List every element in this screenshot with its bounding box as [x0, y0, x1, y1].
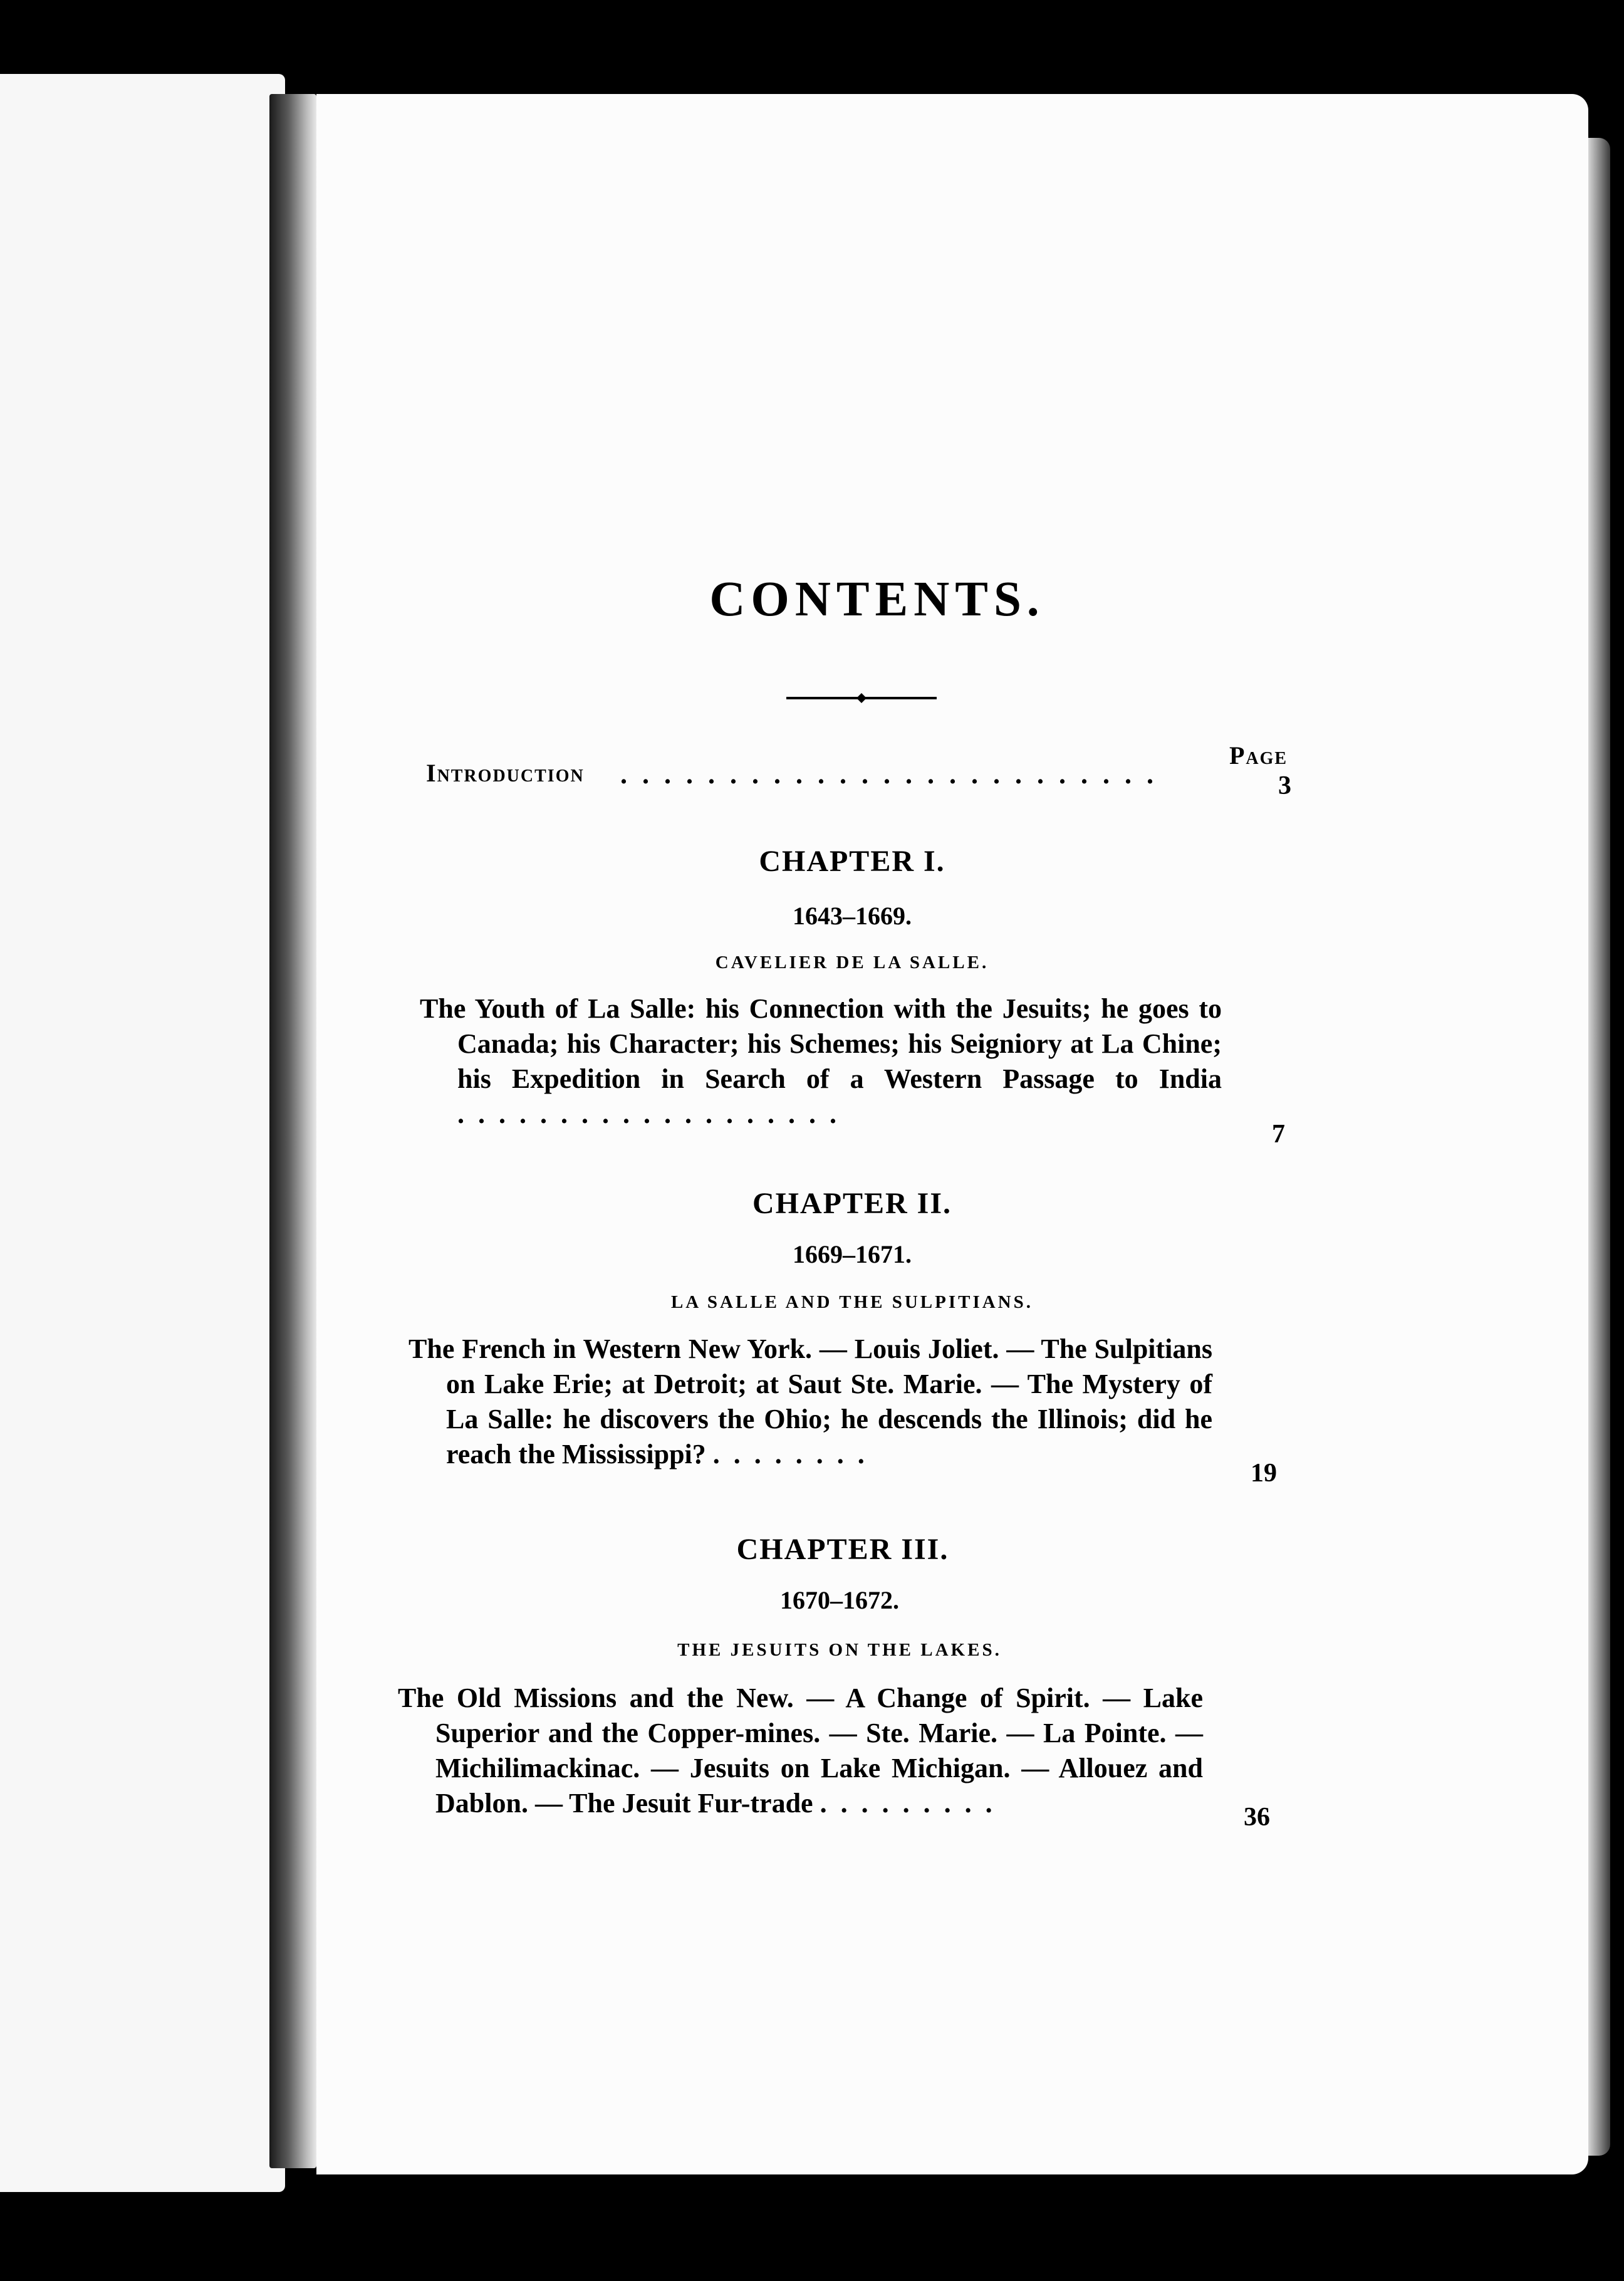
chapter-heading: CHAPTER III. [736, 1533, 949, 1566]
chapter-summary [409, 1332, 1212, 1472]
page-title: CONTENTS. [709, 572, 1045, 627]
chapter-heading: CHAPTER I. [759, 845, 945, 878]
ornament-divider [786, 691, 937, 706]
chapter-years: 1670–1672. [780, 1586, 899, 1614]
page-edge [1588, 138, 1610, 2156]
chapter-page-number: 19 [1251, 1459, 1277, 1488]
chapter-summary [398, 1681, 1203, 1821]
leader-dots: ......................... [620, 759, 1169, 790]
chapter-subject: LA SALLE AND THE SULPITIANS. [670, 1292, 1034, 1312]
introduction-page-number: 3 [1278, 771, 1291, 800]
chapter-page-number: 7 [1272, 1120, 1285, 1149]
contents-page [316, 94, 1588, 2174]
chapter-subject: THE JESUITS ON THE LAKES. [677, 1640, 1002, 1660]
leader-dots: ......... [820, 1788, 1006, 1819]
leader-dots: ................... [457, 1099, 850, 1129]
page-column-label: Page [1229, 741, 1288, 770]
leader-dots: ........ [712, 1439, 878, 1469]
chapter-summary-text: The Youth of La Salle: his Connection with the Jesuits; he goes to Canada; his Character; his Schemes; his Seigniory at La Chine; his Expedition in Search of a Western Passage to India [420, 993, 1222, 1094]
chapter-years: 1643–1669. [793, 902, 912, 930]
chapter-summary [420, 991, 1222, 1132]
facing-page [0, 74, 285, 2192]
chapter-summary-text: The French in Western New York. — Louis Joliet. — The Sulpitians on Lake Erie; at Detroit; at Saut Ste. Marie. — The Mystery of La Salle: he discovers the Ohio; he descends the Illinois; did he reach the Mississippi? [409, 1334, 1212, 1469]
chapter-years: 1669–1671. [793, 1240, 912, 1268]
chapter-subject: CAVELIER DE LA SALLE. [715, 953, 989, 973]
book-gutter [269, 94, 316, 2168]
chapter-page-number: 36 [1244, 1803, 1270, 1832]
chapter-heading: CHAPTER II. [752, 1187, 952, 1220]
introduction-entry [426, 758, 1303, 800]
introduction-label: Introduction [426, 759, 585, 787]
chapter-summary-text: The Old Missions and the New. — A Change of Spirit. — Lake Superior and the Copper-mines. — Ste. Marie. — La Pointe. — Michilimackinac. — Jesuits on Lake Michigan. — Allouez and Dablon. — The Jesuit Fur-trade [398, 1683, 1203, 1819]
